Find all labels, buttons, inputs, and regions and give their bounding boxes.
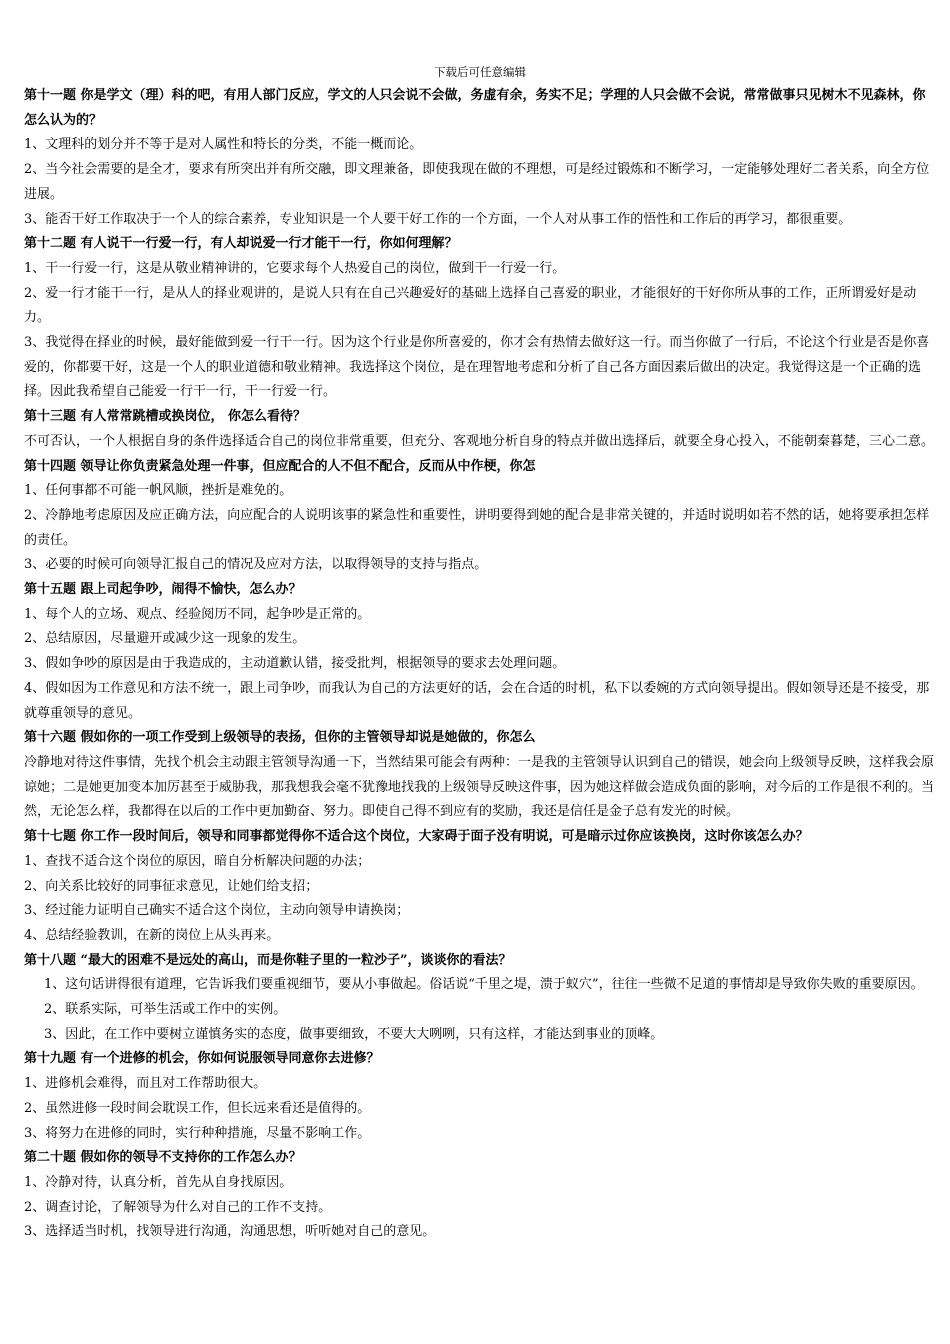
answer-paragraph: 3、假如争吵的原因是由于我造成的，主动道歉认错，接受批判，根据领导的要求去处理问题。 (24, 656, 566, 672)
answer-paragraph: 1、干一行爱一行，这是从敬业精神讲的，它要求每个人热爱自己的岗位，做到干一行爱一行。 (24, 260, 566, 276)
answer-paragraph: 3、必要的时候可向领导汇报自己的情况及应对方法，以取得领导的支持与指点。 (24, 557, 488, 573)
answer-paragraph: 1、任何事都不可能一帆风顺，挫折是难免的。 (24, 483, 293, 499)
answer-paragraph: 2、当今社会需要的是全才，要求有所突出并有所交融，即文理兼备，即使我现在做的不理想，可是经过锻炼和不断学习，一定能够处理好二者关系，向全方位进展。 (24, 162, 930, 202)
question-heading: 第二十题 假如你的领导不支持你的工作怎么办？ (24, 1150, 302, 1166)
question-heading: 第十六题 假如你的一项工作受到上级领导的表扬，但你的主管领导却说是她做的，你怎么 (24, 730, 536, 746)
answer-paragraph: 3、能否干好工作取决于一个人的综合素养，专业知识是一个人要干好工作的一个方面，一个人对从事工作的悟性和工作后的再学习，都很重要。 (24, 211, 852, 227)
answer-paragraph: 1、进修机会难得，而且对工作帮助很大。 (24, 1076, 267, 1092)
answer-paragraph: 1、每个人的立场、观点、经验阅历不同，起争吵是正常的。 (24, 606, 371, 622)
page-header: 下载后可任意编辑 (434, 65, 526, 79)
answer-paragraph: 4、总结经验教训，在新的岗位上从头再来。 (24, 927, 280, 943)
answer-paragraph: 1、冷静对待，认真分析，首先从自身找原因。 (24, 1174, 293, 1190)
answer-paragraph: 3、我觉得在择业的时候，最好能做到爱一行干一行。因为这个行业是你所喜爱的，你才会有热情去做好这一行。而当你做了一行后，不论这个行业是否是你喜爱的，你都要干好，这是一个人的职业道德和敬业精神。我选择这个岗位，是在理智地考虑和分析了自己各方面因素后做出的决定。我觉得这是一个正确的选择。因此我希望自己能爱一行干一行，干一行爱一行。 (24, 335, 930, 400)
answer-paragraph: 3、选择适当时机，找领导进行沟通，沟通思想，听听她对自己的意见。 (24, 1224, 436, 1240)
answer-paragraph: 2、爱一行才能干一行，是从人的择业观讲的，是说人只有在自己兴趣爱好的基础上选择自己喜爱的职业，才能很好的干好你所从事的工作，正所谓爱好是动力。 (24, 285, 917, 326)
answer-paragraph: 2、向关系比较好的同事征求意见，让她们给支招； (24, 878, 319, 894)
answer-paragraph: 不可否认，一个人根据自身的条件选择适合自己的岗位非常重要，但充分、客观地分析自身的特点并做出选择后，就要全身心投入，不能朝秦暮楚，三心二意。 (24, 433, 935, 449)
answer-paragraph: 冷静地对待这件事情，先找个机会主动跟主管领导沟通一下，当然结果可能会有两种：一是我的主管领导认识到自己的错误，她会向上级领导反映，这样我会原谅她；二是她更加变本加厉甚至于威胁我，那我想我会毫不犹豫地找我的上级领导反映这件事，因为她这样做会造成负面的影响，对今后的工作是很不利的。当然，无论怎么样，我都得在以后的工作中更加勤奋、努力。即使自己得不到应有的奖励，我还是信任是金子总有发光的时候。 (24, 754, 935, 820)
answer-paragraph: 2、虽然进修一段时间会耽误工作，但长远来看还是值得的。 (24, 1100, 371, 1116)
answer-paragraph: 3、经过能力证明自己确实不适合这个岗位，主动向领导申请换岗； (24, 903, 410, 919)
question-heading: 第十八题 “最大的困难不是远处的高山，而是你鞋子里的一粒沙子”，谈谈你的看法？ (24, 952, 512, 968)
question-heading: 第十三题 有人常常跳槽或换岗位， 你怎么看待？ (24, 409, 307, 425)
question-heading: 第十七题 你工作一段时间后，领导和同事都觉得你不适合这个岗位，大家碍于面子没有明说，可是暗示过你应该换岗，这时你该怎么办？ (24, 829, 809, 845)
question-heading: 第十一题 你是学文（理）科的吧，有用人部门反应，学文的人只会说不会做，务虚有余，务实不足；学理的人只会做不会说，常常做事只见树木不见森林，你怎么认为的？ (24, 88, 926, 128)
question-heading: 第十四题 领导让你负责紧急处理一件事，但应配合的人不但不配合，反而从中作梗，你怎 (24, 458, 536, 474)
answer-paragraph: 3、将努力在进修的同时，实行种种措施，尽量不影响工作。 (24, 1125, 371, 1141)
answer-paragraph: 2、调查讨论，了解领导为什么对自己的工作不支持。 (24, 1199, 332, 1215)
answer-paragraph: 1、这句话讲得很有道理，它告诉我们要重视细节，要从小事做起。俗话说“千里之堤，溃于蚁穴”，往往一些微不足道的事情却是导致你失败的重要原因。 (44, 977, 924, 993)
answer-paragraph: 1、文理科的划分并不等于是对人属性和特长的分类，不能一概而论。 (24, 137, 423, 153)
answer-paragraph: 2、联系实际，可举生活或工作中的实例。 (44, 1002, 287, 1018)
question-heading: 第十九题 有一个进修的机会，你如何说服领导同意你去进修？ (24, 1051, 380, 1067)
answer-paragraph: 4、假如因为工作意见和方法不统一，跟上司争吵，而我认为自己的方法更好的话，会在合适的时机，私下以委婉的方式向领导提出。假如领导还是不接受，那就尊重领导的意见。 (24, 680, 930, 721)
document-body (24, 84, 936, 1245)
question-heading: 第十五题 跟上司起争吵，闹得不愉快，怎么办？ (24, 582, 302, 598)
answer-paragraph: 1、查找不适合这个岗位的原因，暗自分析解决问题的办法； (24, 853, 371, 869)
answer-paragraph: 3、因此，在工作中要树立谨慎务实的态度，做事要细致，不要大大咧咧，只有这样，才能达到事业的顶峰。 (44, 1026, 664, 1042)
answer-paragraph: 2、总结原因，尽量避开或减少这一现象的发生。 (24, 631, 306, 647)
question-heading: 第十二题 有人说干一行爱一行，有人却说爱一行才能干一行，你如何理解？ (24, 236, 458, 252)
answer-paragraph: 2、冷静地考虑原因及应正确方法，向应配合的人说明该事的紧急性和重要性，讲明要得到她的配合是非常关键的，并适时说明如若不然的话，她将要承担怎样的责任。 (24, 507, 930, 548)
